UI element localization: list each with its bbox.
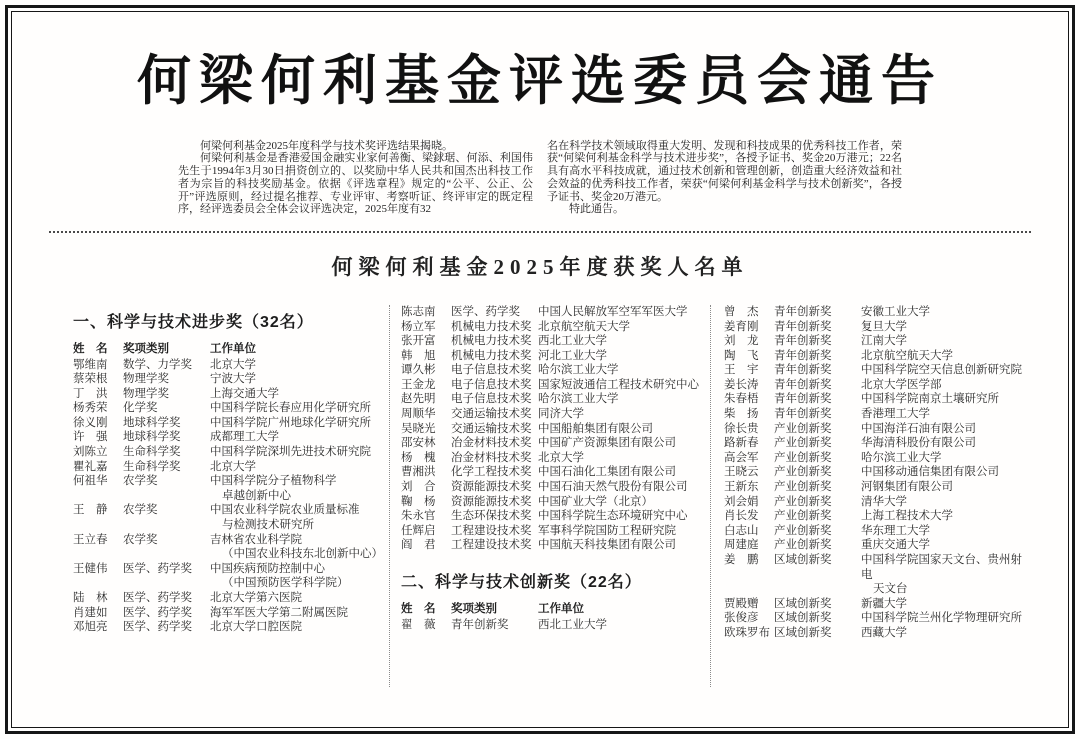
winner-row	[724, 465, 1031, 480]
winner-row	[401, 334, 710, 349]
winner-row	[724, 422, 1031, 437]
winner-row	[401, 618, 710, 633]
work-unit: 北京大学第六医院	[210, 592, 302, 604]
work-unit: 北京大学	[210, 358, 256, 371]
winner-row	[724, 509, 1031, 524]
work-unit: 中国科学院广州地球化学研究所	[210, 416, 371, 429]
winner-row	[401, 349, 710, 364]
winner-name: 谭久彬	[401, 364, 436, 377]
work-unit: 国家短波通信工程技术研究中心	[538, 378, 699, 391]
work-unit: 哈尔滨工业大学	[538, 393, 619, 406]
winner-row	[73, 474, 389, 489]
winner-row	[73, 503, 389, 518]
work-unit: 西藏大学	[861, 626, 907, 639]
winner-name: 张俊彦	[724, 612, 759, 625]
winner-name: 姜 鹏	[724, 554, 759, 566]
award-category: 农学奖	[123, 504, 158, 517]
winner-name: 陶 飞	[724, 349, 759, 362]
work-unit: 中国航天科技集团有限公司	[538, 539, 676, 552]
winner-name: 刘会娟	[724, 495, 759, 508]
winner-name: 白志山	[724, 524, 759, 537]
award-category: 医学、药学奖	[123, 592, 192, 604]
work-unit: 中国农业科学院农业质量标准	[210, 504, 360, 517]
winner-name: 刘 龙	[724, 335, 759, 348]
work-unit: 军事科学院国防工程研究院	[538, 524, 676, 537]
table-header-row	[73, 342, 389, 357]
winner-row	[73, 387, 389, 402]
work-unit: 中国科学院南京土壤研究所	[861, 393, 999, 406]
winner-row	[401, 495, 710, 510]
award-category: 产业创新奖	[774, 495, 832, 508]
award-category: 交通运输技术奖	[451, 422, 532, 435]
winner-row	[401, 363, 710, 378]
column-header-category: 奖项类别	[451, 603, 497, 615]
work-unit-continued: （中国预防医学科学院）	[222, 577, 349, 590]
winner-name: 赵先明	[401, 393, 436, 406]
section-title: 一、科学与技术进步奖（32名）	[73, 313, 314, 331]
award-category: 产业创新奖	[774, 466, 832, 479]
winner-row	[401, 524, 710, 539]
page-content	[13, 13, 1067, 726]
award-category: 交通运输技术奖	[451, 408, 532, 421]
work-unit-continued: 与检测技术研究所	[222, 519, 314, 532]
winner-name: 徐长贵	[724, 422, 759, 435]
notice-paragraph: 名在科学技术领域取得重大发明、发现和科技成果的优秀科技工作者，荣获“何梁何利基金科学与技术进步奖”，各授予证书、奖金20万港元；22名具有高水平科技成就，通过技术创新和管理创新，创造重大经济效益和社会效益的优秀科技工作者，荣获“何梁何利基金科学与技术创新奖”，各授予证书、奖金20万港元。	[547, 139, 902, 203]
winner-row	[724, 436, 1031, 451]
work-unit: 中国海洋石油有限公司	[861, 422, 976, 435]
notice-left-column	[178, 140, 533, 216]
winner-row	[724, 538, 1031, 553]
award-category: 地球科学奖	[123, 416, 181, 429]
award-category: 冶金材料技术奖	[451, 451, 532, 464]
award-category: 机械电力技术奖	[451, 320, 532, 333]
work-unit: 西北工业大学	[538, 618, 607, 631]
winner-row	[724, 305, 1031, 320]
winner-name: 许 强	[73, 431, 108, 444]
column-header-category: 奖项类别	[123, 342, 169, 355]
section-title: 二、科学与技术创新奖（22名）	[401, 574, 642, 591]
winner-row	[724, 378, 1031, 393]
winner-name: 高会军	[724, 451, 759, 464]
work-unit: 中国矿业大学（北京）	[538, 495, 653, 508]
award-category: 区域创新奖	[774, 597, 832, 610]
winner-row	[401, 422, 710, 437]
award-category: 数学、力学奖	[123, 358, 192, 371]
award-category: 青年创新奖	[774, 364, 832, 377]
award-category: 产业创新奖	[774, 539, 832, 552]
winner-name: 曹湘洪	[401, 466, 436, 479]
award-category: 生命科学奖	[123, 446, 181, 459]
award-category: 产业创新奖	[774, 422, 832, 435]
work-unit-continued: 卓越创新中心	[222, 489, 291, 502]
winner-name: 鞠 杨	[401, 495, 436, 508]
winner-name: 吴晓光	[401, 422, 436, 435]
award-category: 物理学奖	[123, 373, 169, 386]
winner-name: 欧珠罗布	[724, 626, 770, 639]
winner-row	[724, 524, 1031, 539]
column-header-unit: 工作单位	[210, 342, 256, 355]
notice-paragraph: 何梁何利基金是香港爱国金融实业家何善衡、梁銶琚、何添、利国伟先生于1994年3月30日捐资创立的、以奖励中华人民共和国杰出科技工作者为宗旨的科技奖励基金。依据《评选章程》规定的“公平、公正、公开”评选原则，经过提名推荐、专业评审、考察听证、终评审定的既定程序，经评选委员会全体会议评选决定，2025年度有32	[178, 152, 533, 216]
notice-paragraph: 何梁何利基金2025年度科学与技术奖评选结果揭晓。	[200, 139, 453, 152]
winner-name: 陈志南	[401, 305, 436, 318]
winner-row	[401, 451, 710, 466]
award-category: 产业创新奖	[774, 510, 832, 523]
winner-row	[401, 320, 710, 335]
award-category: 生态环保技术奖	[451, 510, 532, 523]
winner-row	[73, 460, 389, 475]
work-unit: 安徽工业大学	[861, 305, 930, 318]
award-category: 产业创新奖	[774, 481, 832, 494]
notice-closing-line: 特此通告。	[569, 203, 624, 216]
award-category: 资源能源技术奖	[451, 495, 532, 508]
winner-name: 任辉启	[401, 524, 436, 537]
winner-row	[73, 591, 389, 606]
winner-row	[401, 436, 710, 451]
winner-name: 姜育刚	[724, 320, 759, 333]
award-category: 产业创新奖	[774, 437, 832, 450]
winner-name: 鄂维南	[73, 358, 108, 371]
work-unit-continued: （中国农业科技东北创新中心）	[222, 548, 383, 561]
winner-row	[401, 378, 710, 393]
column-header-unit: 工作单位	[538, 603, 584, 615]
winner-name: 周建庭	[724, 539, 759, 552]
work-unit: 中国疾病预防控制中心	[210, 562, 325, 575]
winner-name: 姜长涛	[724, 378, 759, 391]
winner-row	[401, 538, 710, 553]
work-unit: 香港理工大学	[861, 408, 930, 421]
award-category: 区域创新奖	[774, 626, 832, 639]
winner-name: 曾 杰	[724, 305, 759, 318]
winner-name: 韩 旭	[401, 349, 436, 362]
winner-row-continuation	[73, 576, 389, 591]
winner-name: 邵安林	[401, 437, 436, 450]
award-category: 化学工程技术奖	[451, 466, 532, 479]
work-unit: 中国船舶集团有限公司	[538, 422, 653, 435]
work-unit: 河北工业大学	[538, 349, 607, 362]
dotted-divider	[49, 231, 1031, 233]
winner-row	[73, 562, 389, 577]
award-category: 青年创新奖	[774, 320, 832, 333]
winner-name: 王健伟	[73, 562, 108, 575]
winner-row	[401, 407, 710, 422]
work-unit: 宁波大学	[210, 373, 256, 386]
winner-name: 刘 合	[401, 481, 436, 494]
award-category: 青年创新奖	[774, 378, 832, 391]
winner-name: 杨立军	[401, 320, 436, 333]
work-unit: 哈尔滨工业大学	[538, 364, 619, 377]
work-unit: 中国科学院深圳先进技术研究院	[210, 446, 371, 459]
winner-name: 陆 林	[73, 592, 108, 604]
award-category: 青年创新奖	[774, 408, 832, 421]
work-unit: 中国科学院长春应用化学研究所	[210, 402, 371, 415]
work-unit: 中国矿产资源集团有限公司	[538, 437, 676, 450]
award-category: 青年创新奖	[774, 305, 832, 318]
winners-list-title: 何梁何利基金2025年度获奖人名单	[331, 254, 749, 279]
winner-name: 何祖华	[73, 475, 108, 488]
winner-row-continuation	[724, 582, 1031, 597]
work-unit: 北京大学口腔医院	[210, 621, 302, 634]
winner-row	[73, 533, 389, 548]
table-header-row	[401, 602, 710, 617]
winner-row	[724, 392, 1031, 407]
work-unit: 河钢集团有限公司	[861, 481, 953, 494]
winner-row-continuation	[73, 547, 389, 562]
award-category: 电子信息技术奖	[451, 393, 532, 406]
winner-name: 王晓云	[724, 466, 759, 479]
award-category: 物理学奖	[123, 387, 169, 400]
work-unit: 重庆交通大学	[861, 539, 930, 552]
winner-row	[73, 372, 389, 387]
work-unit: 新疆大学	[861, 597, 907, 610]
work-unit: 哈尔滨工业大学	[861, 451, 942, 464]
winner-name: 瞿礼嘉	[73, 460, 108, 473]
work-unit: 北京航空航天大学	[538, 320, 630, 333]
award-category: 资源能源技术奖	[451, 481, 532, 494]
winner-row	[724, 349, 1031, 364]
winner-row	[73, 620, 389, 635]
work-unit: 复旦大学	[861, 320, 907, 333]
winner-row	[401, 392, 710, 407]
winner-row	[724, 480, 1031, 495]
work-unit: 中国移动通信集团有限公司	[861, 466, 999, 479]
award-category: 青年创新奖	[774, 393, 832, 406]
winners-column-1	[73, 305, 389, 687]
work-unit: 北京大学医学部	[861, 378, 942, 391]
work-unit: 上海工程技术大学	[861, 510, 953, 523]
winner-name: 朱永官	[401, 510, 436, 523]
award-category: 青年创新奖	[774, 349, 832, 362]
award-category: 青年创新奖	[451, 618, 509, 631]
award-category: 生命科学奖	[123, 460, 181, 473]
work-unit: 海军军医大学第二附属医院	[210, 606, 348, 619]
winner-row	[724, 334, 1031, 349]
winner-row	[401, 509, 710, 524]
notice-text	[178, 140, 902, 216]
work-unit: 中国科学院空天信息创新研究院	[861, 364, 1022, 377]
winner-name: 徐义刚	[73, 416, 108, 429]
notice-right-column	[547, 140, 902, 216]
winner-row	[724, 407, 1031, 422]
award-category: 区域创新奖	[774, 612, 832, 625]
winner-name: 丁 洪	[73, 387, 108, 400]
winners-column-2	[389, 305, 710, 687]
work-unit: 中国科学院国家天文台、贵州射电	[861, 554, 1022, 581]
award-category: 农学奖	[123, 533, 158, 546]
award-category: 医学、药学奖	[451, 305, 520, 318]
work-unit: 中国科学院兰州化学物理研究所	[861, 612, 1022, 625]
winner-name: 周顺华	[401, 408, 436, 421]
page-title: 何梁何利基金评选委员会通告	[137, 51, 943, 111]
winner-row	[724, 597, 1031, 612]
winner-name: 朱春梧	[724, 393, 759, 406]
winner-row-continuation	[73, 489, 389, 504]
winner-row	[73, 445, 389, 460]
winner-name: 贾殿赠	[724, 597, 759, 610]
winner-name: 王 静	[73, 504, 108, 517]
winner-name: 阎 君	[401, 539, 436, 552]
winner-row	[724, 495, 1031, 510]
work-unit: 中国石油天然气股份有限公司	[538, 481, 688, 494]
award-category: 工程建设技术奖	[451, 524, 532, 537]
award-category: 青年创新奖	[774, 335, 832, 348]
winner-name: 肖长发	[724, 510, 759, 523]
winner-name: 张开富	[401, 335, 436, 348]
winner-name: 蔡荣根	[73, 373, 108, 386]
winner-name: 王金龙	[401, 378, 436, 391]
column-header-name: 姓 名	[73, 342, 108, 355]
award-category: 医学、药学奖	[123, 606, 192, 619]
winner-name: 邓旭亮	[73, 621, 108, 634]
winner-name: 杨秀荣	[73, 402, 108, 415]
winner-name: 柴 扬	[724, 408, 759, 421]
work-unit: 上海交通大学	[210, 387, 279, 400]
award-category: 化学奖	[123, 402, 158, 415]
award-category: 产业创新奖	[774, 451, 832, 464]
work-unit-continued: 天文台	[873, 583, 908, 596]
winner-name: 王 宇	[724, 364, 759, 377]
award-category: 冶金材料技术奖	[451, 437, 532, 450]
work-unit: 吉林省农业科学院	[210, 533, 302, 546]
winner-row	[73, 430, 389, 445]
winner-row	[724, 553, 1031, 582]
winner-row	[401, 465, 710, 480]
work-unit: 中国科学院分子植物科学	[210, 475, 337, 488]
winner-row	[724, 626, 1031, 641]
award-category: 机械电力技术奖	[451, 335, 532, 348]
work-unit: 中国石油化工集团有限公司	[538, 466, 676, 479]
winner-name: 王新东	[724, 481, 759, 494]
work-unit: 西北工业大学	[538, 335, 607, 348]
winner-row	[724, 320, 1031, 335]
winner-name: 杨 槐	[401, 451, 436, 464]
winner-name: 肖建如	[73, 606, 108, 619]
work-unit: 北京大学	[538, 451, 584, 464]
award-category: 农学奖	[123, 475, 158, 488]
work-unit: 成都理工大学	[210, 431, 279, 444]
award-category: 地球科学奖	[123, 431, 181, 444]
winner-row-continuation	[73, 518, 389, 533]
winner-name: 翟 薇	[401, 618, 436, 631]
work-unit: 中国科学院生态环境研究中心	[538, 510, 688, 523]
winner-row	[724, 363, 1031, 378]
winner-name: 刘陈立	[73, 446, 108, 459]
winner-row	[401, 305, 710, 320]
award-category: 医学、药学奖	[123, 621, 192, 634]
winners-list	[73, 305, 1031, 687]
work-unit: 北京航空航天大学	[861, 349, 953, 362]
award-category: 电子信息技术奖	[451, 364, 532, 377]
work-unit: 北京大学	[210, 460, 256, 473]
winners-column-3	[710, 305, 1031, 687]
winner-row	[73, 416, 389, 431]
winner-row	[724, 451, 1031, 466]
winner-row	[724, 611, 1031, 626]
winner-row	[73, 606, 389, 621]
work-unit: 同济大学	[538, 408, 584, 421]
winner-row	[73, 401, 389, 416]
award-category: 电子信息技术奖	[451, 378, 532, 391]
winner-row	[401, 480, 710, 495]
winner-row	[73, 358, 389, 373]
work-unit: 清华大学	[861, 495, 907, 508]
winner-name: 路新春	[724, 437, 759, 450]
column-header-name: 姓 名	[401, 603, 436, 615]
work-unit: 华东理工大学	[861, 524, 930, 537]
winner-name: 王立春	[73, 533, 108, 546]
work-unit: 中国人民解放军空军军医大学	[538, 305, 688, 318]
award-category: 工程建设技术奖	[451, 539, 532, 552]
award-category: 产业创新奖	[774, 524, 832, 537]
award-category: 区域创新奖	[774, 554, 832, 566]
award-category: 机械电力技术奖	[451, 349, 532, 362]
award-category: 医学、药学奖	[123, 562, 192, 575]
work-unit: 华海清科股份有限公司	[861, 437, 976, 450]
work-unit: 江南大学	[861, 335, 907, 348]
